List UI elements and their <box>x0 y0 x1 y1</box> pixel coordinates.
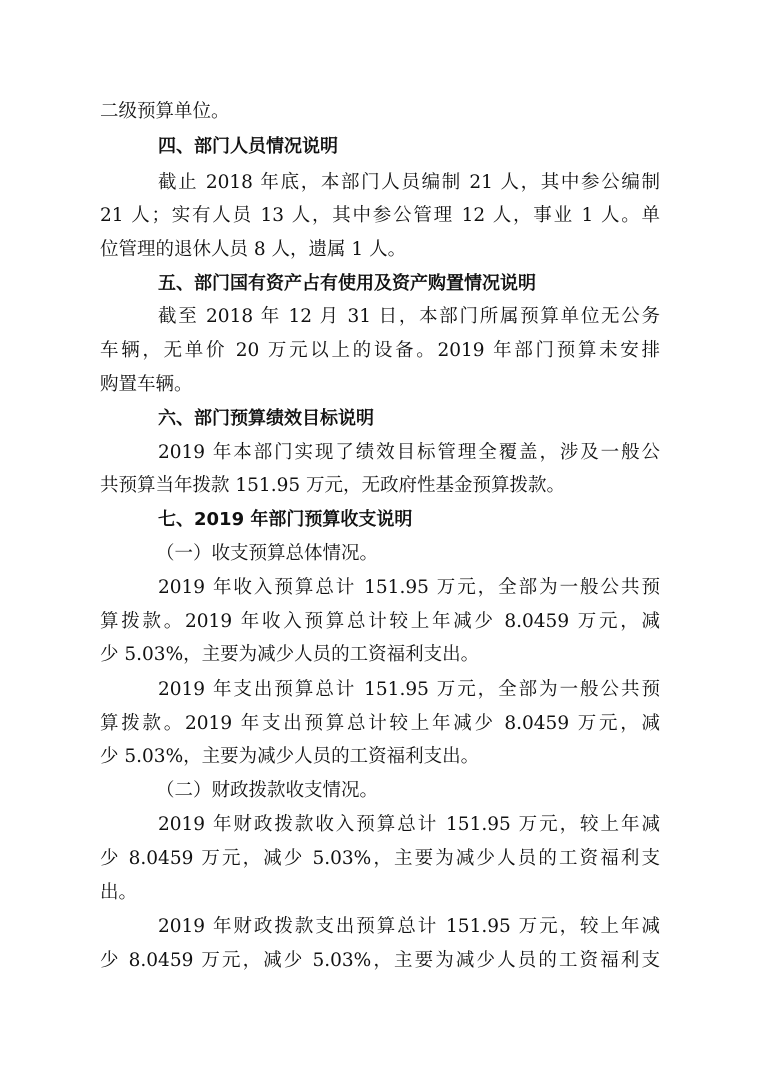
paragraph-line: 截至 2018 年 12 月 31 日，本部门所属预算单位无公务 <box>158 306 660 327</box>
paragraph-line: 二级预算单位。 <box>100 101 230 122</box>
paragraph-line: 少 8.0459 万元，减少 5.03%，主要为减少人员的工资福利支 <box>100 848 660 869</box>
paragraph-line: 截止 2018 年底，本部门人员编制 21 人，其中参公编制 <box>158 172 660 193</box>
section-heading: 七、2019 年部门预算收支说明 <box>158 509 413 530</box>
paragraph-line: 2019 年本部门实现了绩效目标管理全覆盖，涉及一般公 <box>158 442 660 463</box>
section-heading: 四、部门人员情况说明 <box>158 136 338 157</box>
paragraph-line: 2019 年支出预算总计 151.95 万元，全部为一般公共预 <box>158 679 660 700</box>
paragraph-line: 少 8.0459 万元，减少 5.03%，主要为减少人员的工资福利支 <box>100 950 660 971</box>
paragraph-line: 出。 <box>100 882 138 903</box>
subsection-heading: （二）财政拨款收支情况。 <box>156 780 379 801</box>
paragraph-line: 车辆，无单价 20 万元以上的设备。2019 年部门预算未安排 <box>100 340 660 361</box>
paragraph-line: 2019 年收入预算总计 151.95 万元，全部为一般公共预 <box>158 577 660 598</box>
subsection-heading: （一）收支预算总体情况。 <box>156 543 379 564</box>
section-heading: 六、部门预算绩效目标说明 <box>158 408 374 429</box>
paragraph-line: 算拨款。2019 年支出预算总计较上年减少 8.0459 万元，减 <box>100 713 660 734</box>
paragraph-line: 共预算当年拨款 151.95 万元，无政府性基金预算拨款。 <box>100 475 565 496</box>
paragraph-line: 购置车辆。 <box>100 374 193 395</box>
section-heading: 五、部门国有资产占有使用及资产购置情况说明 <box>158 273 536 294</box>
paragraph-line: 少 5.03%，主要为减少人员的工资福利支出。 <box>100 746 480 767</box>
paragraph-line: 2019 年财政拨款收入预算总计 151.95 万元，较上年减 <box>158 814 660 835</box>
paragraph-line: 算拨款。2019 年收入预算总计较上年减少 8.0459 万元，减 <box>100 611 660 632</box>
paragraph-line: 少 5.03%，主要为减少人员的工资福利支出。 <box>100 644 480 665</box>
paragraph-line: 位管理的退休人员 8 人，遗属 1 人。 <box>100 239 407 260</box>
paragraph-line: 2019 年财政拨款支出预算总计 151.95 万元，较上年减 <box>158 916 660 937</box>
paragraph-line: 21 人；实有人员 13 人，其中参公管理 12 人，事业 1 人。单 <box>100 205 660 226</box>
